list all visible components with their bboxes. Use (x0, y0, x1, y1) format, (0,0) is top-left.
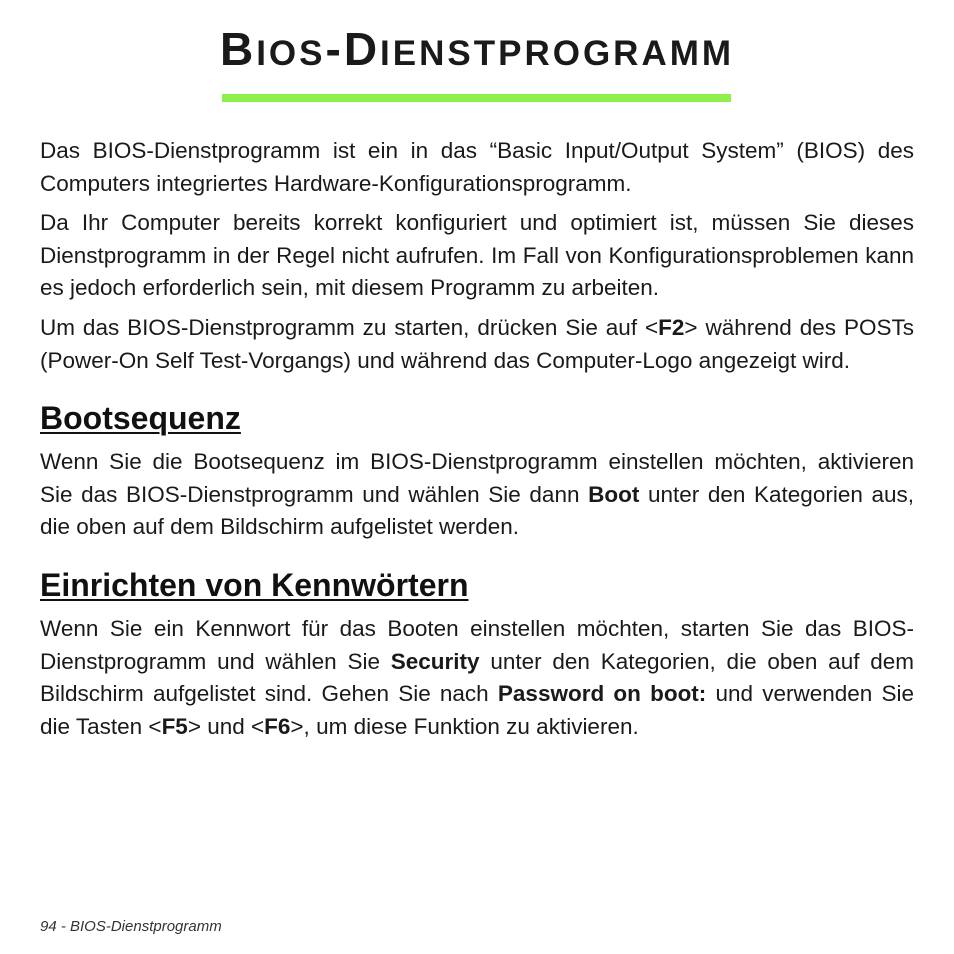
page-title (0, 23, 954, 75)
intro-paragraph-3 (40, 312, 914, 377)
boot-text-a: Wenn Sie die Bootsequenz im BIOS-Dienstprogramm einstellen möchten, aktivieren Sie das BIOS-Dienstprogramm und wählen Sie dann (40, 449, 914, 507)
page-footer: 94 - BIOS-Dienstprogramm (40, 918, 222, 935)
title-initial-d: D (343, 23, 381, 75)
password-on-boot-bold: Password on boot: (497, 681, 707, 707)
intro-paragraph-2: Da Ihr Computer bereits korrekt konfiguriert und optimiert ist, müssen Sie dieses Dienstprogramm in der Regel nicht aufrufen. Im Fall von Konfigurationsproblemen kann es jedoch erforderlich sein, mit diesem Programm zu arbeiten. (40, 210, 914, 301)
key-f5: F5 (161, 713, 188, 739)
pw-text-d: > und < (187, 713, 265, 739)
pw-text-e: >, um diese Funktion zu aktivieren. (290, 713, 639, 739)
intro-paragraph-1: Das BIOS-Dienstprogramm ist ein in das “Basic Input/Output System” (BIOS) des Computers integriertes Hardware-Konfigurationsprogramm. (40, 138, 914, 196)
boot-paragraph (40, 446, 914, 544)
title-rest-ios: IOS (256, 34, 326, 73)
boot-bold: Boot (588, 481, 640, 507)
title-rest-dienstprogramm: IENSTPROGRAMM (380, 34, 735, 73)
key-f2: F2 (658, 314, 685, 340)
section-heading-kennwoerter: Einrichten von Kennwörtern (40, 566, 469, 603)
pw-text-c: und verwenden Sie die Tasten < (40, 681, 915, 739)
title-initial-b: B (219, 23, 257, 75)
p3-text-b: > während des POSTs (Power-On Self Test-Vorgangs) und während das Computer-Logo angezeigt wird. (40, 314, 914, 373)
title-separator: - (325, 23, 344, 75)
main-content (40, 135, 914, 750)
security-bold: Security (390, 648, 480, 674)
password-paragraph (40, 613, 914, 743)
p3-text-a: Um das BIOS-Dienstprogramm zu starten, drücken Sie auf < (40, 314, 659, 340)
pw-text-b: unter den Kategorien, die oben auf dem Bildschirm aufgelistet sind. Gehen Sie nach (40, 648, 915, 707)
key-f6: F6 (264, 713, 291, 739)
boot-text-b: unter den Kategorien aus, die oben auf dem Bildschirm aufgelistet werden. (40, 481, 914, 540)
pw-text-a: Wenn Sie ein Kennwort für das Booten einstellen möchten, starten Sie das BIOS-Dienstprogramm und wählen Sie (40, 615, 914, 674)
section-heading-bootsequenz: Bootsequenz (40, 400, 241, 437)
title-underline-bar (222, 94, 731, 102)
